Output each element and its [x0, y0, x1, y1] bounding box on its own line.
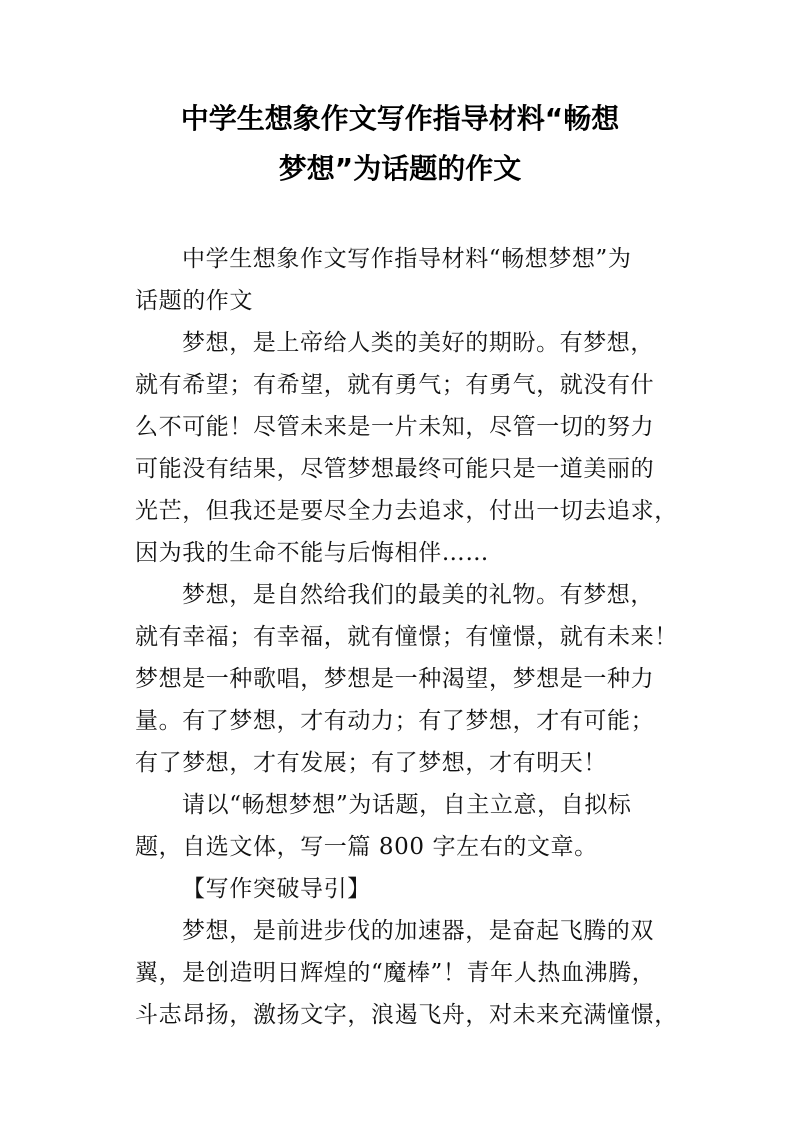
- text-line: 光芒，但我还是要尽全力去追求，付出一切去追求，: [135, 498, 678, 524]
- section-heading: [135, 868, 670, 910]
- title-line: 中学生想象作文写作指导材料“畅想: [180, 102, 620, 135]
- title-line: 梦想”为话题的作文: [278, 152, 522, 185]
- document-body: [135, 238, 678, 1036]
- text-line: 话题的作文: [135, 288, 253, 314]
- text-line: 梦想，是自然给我们的最美的礼物。有梦想，: [182, 582, 654, 608]
- text-line: 题，自选文体，写一篇 800 字左右的文章。: [135, 834, 598, 860]
- text-line: 【写作突破导引】: [182, 876, 371, 902]
- text-line: 中学生想象作文写作指导材料“畅想梦想”为: [182, 246, 632, 272]
- text-line: 梦想，是上帝给人类的美好的期盼。有梦想，: [182, 330, 654, 356]
- paragraph-prompt: [135, 784, 670, 868]
- paragraph-dream-god: [135, 322, 678, 574]
- text-line: 可能没有结果，尽管梦想最终可能只是一道美丽的: [135, 456, 655, 482]
- text-line: 翼，是创造明日辉煌的“魔棒”！青年人热血沸腾，: [135, 960, 656, 986]
- text-line: 请以“畅想梦想”为话题，自主立意，自拟标: [182, 792, 632, 818]
- text-line: 斗志昂扬，激扬文字，浪遏飞舟，对未来充满憧憬，: [135, 1002, 678, 1028]
- paragraph-guidance: [135, 910, 678, 1036]
- paragraph-dream-nature: [135, 574, 678, 784]
- text-line: 因为我的生命不能与后悔相伴……: [135, 540, 489, 566]
- document-title: [100, 94, 700, 194]
- text-line: 就有希望；有希望，就有勇气；有勇气，就没有什: [135, 372, 655, 398]
- text-line: 么不可能！尽管未来是一片未知，尽管一切的努力: [135, 414, 655, 440]
- text-line: 量。有了梦想，才有动力；有了梦想，才有可能；: [135, 708, 655, 734]
- paragraph-intro: [135, 238, 670, 322]
- text-line: 有了梦想，才有发展；有了梦想，才有明天！: [135, 750, 607, 776]
- text-line: 梦想，是前进步伐的加速器，是奋起飞腾的双: [182, 918, 654, 944]
- text-line: 梦想是一种歌唱，梦想是一种渴望，梦想是一种力: [135, 666, 655, 692]
- text-line: 就有幸福；有幸福，就有憧憬；有憧憬，就有未来！: [135, 624, 678, 650]
